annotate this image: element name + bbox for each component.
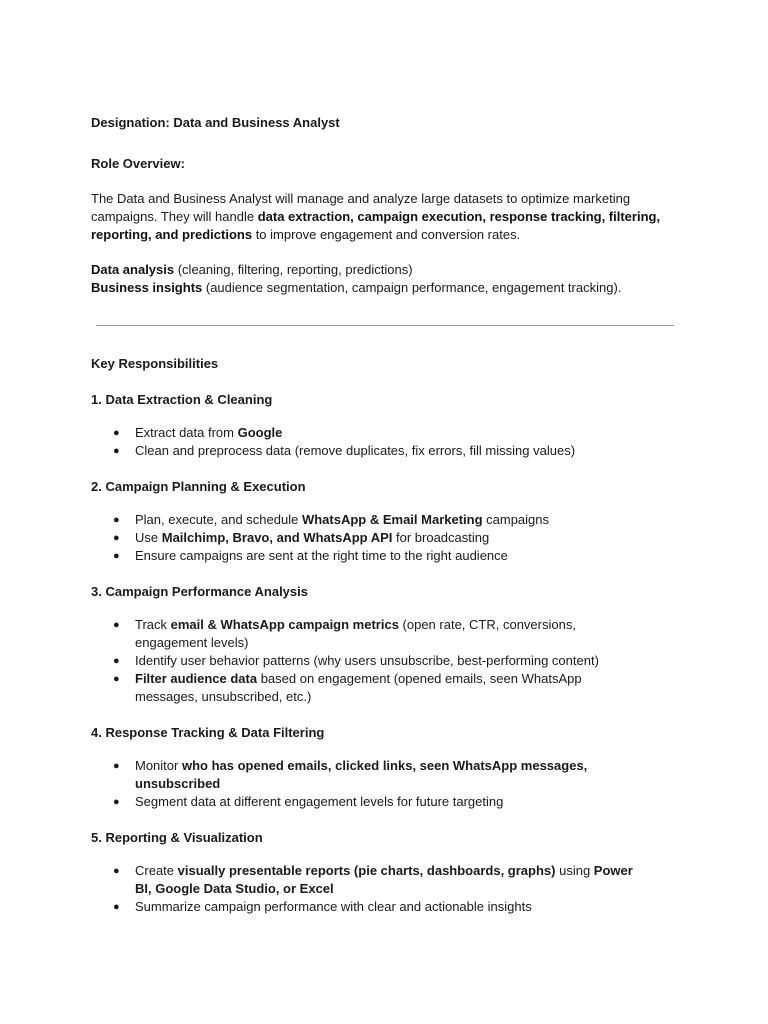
data-analysis-text: (cleaning, filtering, reporting, predictions) xyxy=(174,262,413,277)
list-item xyxy=(91,898,635,916)
data-analysis-label: Data analysis xyxy=(91,262,175,277)
item-text: Plan, execute, and schedule xyxy=(135,512,302,527)
item-text-end: for broadcasting xyxy=(392,530,490,545)
overview-bold-text: data extraction, campaign execution, response tracking, filtering, reporting, and predictions xyxy=(91,209,661,242)
item-text: Create xyxy=(135,863,178,878)
role-overview-heading: Role Overview: xyxy=(91,156,185,171)
bullet-icon: ● xyxy=(113,532,120,544)
section-heading: 4. Response Tracking & Data Filtering xyxy=(91,725,325,740)
bullet-icon: ● xyxy=(113,760,120,772)
item-bold-text: Filter audience data xyxy=(135,671,258,686)
item-text: Use xyxy=(135,530,162,545)
item-text: Track xyxy=(135,617,171,632)
list-item xyxy=(91,442,635,460)
item-bold-text: visually presentable reports (pie charts, dashboards, graphs) xyxy=(177,863,556,878)
bullet-icon: ● xyxy=(113,619,120,631)
document-header xyxy=(91,114,681,297)
item-text: Summarize campaign performance with clear and actionable insights xyxy=(135,899,532,914)
bullet-list xyxy=(91,424,681,460)
item-text-middle: using xyxy=(555,863,594,878)
item-bold-text-end: Power BI, Google Data Studio, or Excel xyxy=(135,863,633,896)
list-item xyxy=(91,757,635,793)
item-text-end: (open rate, CTR, conversions, engagement levels) xyxy=(135,617,576,650)
data-analysis-line xyxy=(91,261,681,279)
bullet-icon: ● xyxy=(113,445,120,457)
key-responsibilities-heading: Key Responsibilities xyxy=(91,356,219,371)
bullet-icon: ● xyxy=(113,865,120,877)
role-overview-paragraph xyxy=(91,190,681,244)
designation-title: Designation: Data and Business Analyst xyxy=(91,115,340,130)
list-item xyxy=(91,862,635,898)
bullet-list xyxy=(91,862,681,916)
bullet-icon: ● xyxy=(113,514,120,526)
list-item xyxy=(91,616,635,652)
section-heading: 1. Data Extraction & Cleaning xyxy=(91,392,273,407)
section-heading: 5. Reporting & Visualization xyxy=(91,830,263,845)
key-responsibilities xyxy=(91,355,681,916)
overview-text: The Data and Business Analyst will manage and analyze large datasets to optimize marketing campaigns. They will handle xyxy=(91,191,631,224)
overview-text-end: to improve engagement and conversion rates. xyxy=(252,227,521,242)
item-bold-text: Google xyxy=(237,425,283,440)
item-bold-text: who has opened emails, clicked links, seen WhatsApp messages, unsubscribed xyxy=(135,758,588,791)
bullet-list xyxy=(91,511,681,565)
bullet-list xyxy=(91,616,681,706)
item-text: Segment data at different engagement levels for future targeting xyxy=(135,794,504,809)
list-item xyxy=(91,529,635,547)
bullet-icon: ● xyxy=(113,901,120,913)
business-insights-text: (audience segmentation, campaign performance, engagement tracking). xyxy=(202,280,622,295)
item-text-end: campaigns xyxy=(482,512,550,527)
bullet-icon: ● xyxy=(113,655,120,667)
bullet-list xyxy=(91,757,681,811)
item-text: Extract data from xyxy=(135,425,238,440)
list-item xyxy=(91,547,635,565)
bullet-icon: ● xyxy=(113,550,120,562)
item-text: Clean and preprocess data (remove duplicates, fix errors, fill missing values) xyxy=(135,443,576,458)
list-item xyxy=(91,511,635,529)
list-item xyxy=(91,793,635,811)
bullet-icon: ● xyxy=(113,796,120,808)
section-heading: 2. Campaign Planning & Execution xyxy=(91,479,306,494)
business-insights-label: Business insights xyxy=(91,280,203,295)
list-item xyxy=(91,670,635,706)
item-bold-text: WhatsApp & Email Marketing xyxy=(301,512,483,527)
list-item xyxy=(91,652,635,670)
horizontal-divider xyxy=(96,325,674,326)
item-bold-text: Mailchimp, Bravo, and WhatsApp API xyxy=(161,530,393,545)
item-text: Ensure campaigns are sent at the right time to the right audience xyxy=(135,548,508,563)
item-text: Identify user behavior patterns (why users unsubscribe, best-performing content) xyxy=(135,653,599,668)
section-heading: 3. Campaign Performance Analysis xyxy=(91,584,308,599)
item-bold-text: email & WhatsApp campaign metrics xyxy=(170,617,399,632)
item-text: Monitor xyxy=(135,758,182,773)
list-item xyxy=(91,424,635,442)
bullet-icon: ● xyxy=(113,673,120,685)
bullet-icon: ● xyxy=(113,427,120,439)
item-text-end: based on engagement (opened emails, seen WhatsApp messages, unsubscribed, etc.) xyxy=(135,671,582,704)
business-insights-line xyxy=(91,279,681,297)
